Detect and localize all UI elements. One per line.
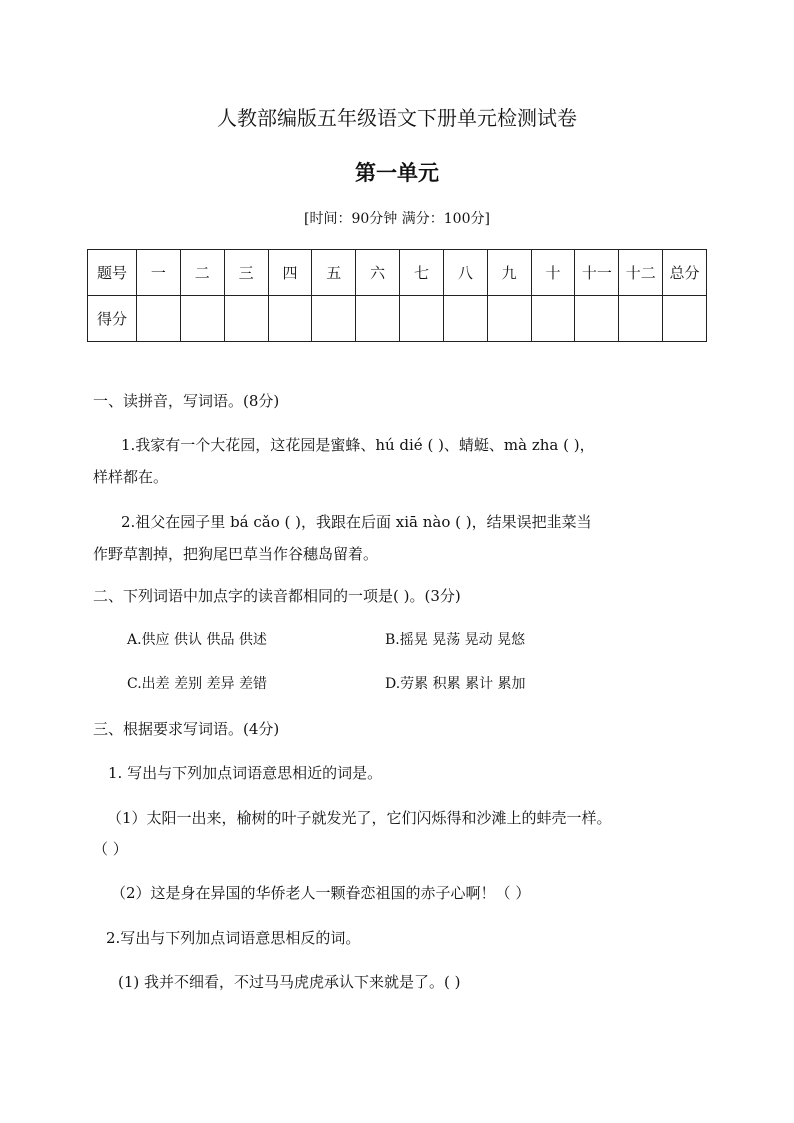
score-input-1[interactable] [137,296,181,342]
score-cell-4: 四 [268,250,312,296]
section2-option-c: C.出差 差别 差异 差错 [127,676,268,692]
section3-q1-1-line2: （ ） [93,840,128,858]
score-input-2[interactable] [180,296,224,342]
score-cell-label: 题号 [88,250,137,296]
section1-q2-line1: 2.祖父在园子里 bá cǎo ( )，我跟在后面 xiā nào ( )，结果误把韭菜当 [121,513,592,531]
section3-q2: 2.写出与下列加点词语意思相反的词。 [106,929,361,947]
score-input-8[interactable] [443,296,487,342]
score-cell-6: 六 [356,250,400,296]
section3-q1: 1. 写出与下列加点词语意思相近的词是。 [108,764,383,782]
score-cell-total: 总分 [663,250,707,296]
score-cell-3: 三 [224,250,268,296]
section2-option-d: D.劳累 积累 累计 累加 [385,676,526,692]
section2-heading: 二、下列词语中加点字的读音都相同的一项是( )。(3分) [93,587,461,605]
unit-title: 第一单元 [355,160,439,185]
section1-q2-line2: 作野草割掉，把狗尾巴草当作谷穗岛留着。 [93,545,379,563]
exam-title: 人教部编版五年级语文下册单元检测试卷 [217,106,577,130]
score-input-9[interactable] [487,296,531,342]
section3-q1-2: （2）这是身在异国的华侨老人一颗眷恋祖国的赤子心啊！（ ） [111,884,531,902]
score-cell-8: 八 [443,250,487,296]
section1-q1-line2: 样样都在。 [93,468,169,486]
section3-q2-1: (1) 我并不细看，不过马马虎虎承认下来就是了。( ) [118,973,461,991]
score-input-3[interactable] [224,296,268,342]
score-cell-5: 五 [312,250,356,296]
score-input-total[interactable] [663,296,707,342]
score-table-score-row [88,296,707,342]
score-cell-9: 九 [487,250,531,296]
score-cell-10: 十 [531,250,575,296]
section3-q1-1-line1: （1）太阳一出来，榆树的叶子就发光了，它们闪烁得和沙滩上的蚌壳一样。 [107,809,612,827]
score-input-4[interactable] [268,296,312,342]
section1-heading: 一、读拼音，写词语。(8分) [93,392,280,410]
score-input-11[interactable] [575,296,619,342]
score-table [87,249,707,342]
exam-meta: [时间：90分钟 满分：100分] [304,211,490,227]
score-cell-12: 十二 [619,250,663,296]
score-input-5[interactable] [312,296,356,342]
section1-q1-line1: 1.我家有一个大花园，这花园是蜜蜂、hú dié ( )、蜻蜓、mà zha ( )， [121,436,595,454]
score-cell-11: 十一 [575,250,619,296]
section2-option-b: B.摇晃 晃荡 晃动 晃悠 [385,632,526,648]
score-input-7[interactable] [400,296,444,342]
score-cell-1: 一 [137,250,181,296]
score-row-label: 得分 [88,296,137,342]
score-input-12[interactable] [619,296,663,342]
score-input-6[interactable] [356,296,400,342]
section2-option-a: A.供应 供认 供品 供述 [127,632,267,648]
score-cell-2: 二 [180,250,224,296]
score-cell-7: 七 [400,250,444,296]
section3-heading: 三、根据要求写词语。(4分) [93,720,280,738]
score-input-10[interactable] [531,296,575,342]
score-table-header-row [88,250,707,296]
